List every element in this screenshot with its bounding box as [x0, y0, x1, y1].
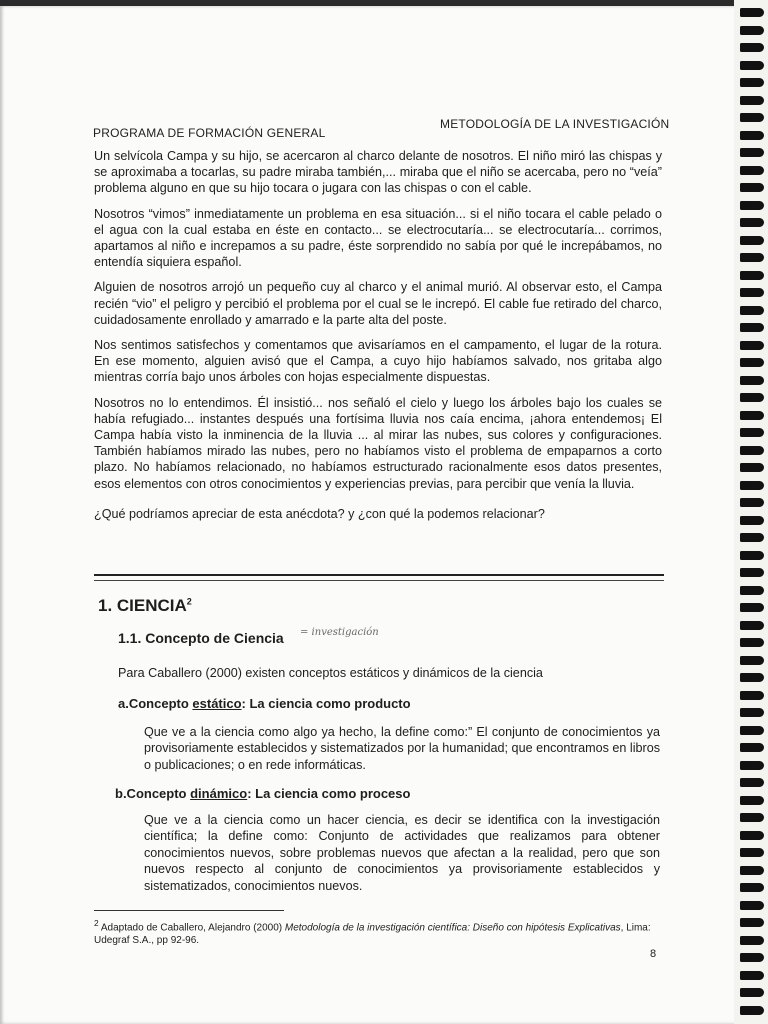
spiral-coil	[740, 988, 764, 997]
header-course: METODOLOGÍA DE LA INVESTIGACIÓN	[440, 117, 670, 131]
spiral-coil	[740, 761, 764, 770]
static-concept-text: Que ve a la ciencia como algo ya hecho, la define como:” El conjunto de conocimientos ya provisoriamente establecidos y sistematizados por la humanidad; que encontramos en libros o publicaciones; o en rede informáticas.	[144, 725, 660, 772]
static-concept-heading	[118, 696, 411, 711]
heading-suffix: : La ciencia como producto	[241, 696, 411, 711]
spiral-coil	[740, 61, 764, 70]
paragraph: Nosotros “vimos” inmediatamente un problema en esa situación... si el niño tocara el cable pelado o el agua con la cual estaba en éste en contacto... se electrocutaría... se electrocutaría... corrimos, apartamos al niño e increpamos a su padre, éste sorprendido no sabía por qué le increpábamos, no entendía siquiera español.	[94, 206, 662, 270]
spiral-coil	[740, 638, 764, 647]
spiral-coil	[740, 288, 764, 297]
page-number: 8	[650, 948, 657, 960]
spiral-coil	[740, 428, 764, 437]
section-title-text: 1. CIENCIA	[98, 596, 187, 615]
spiral-coil	[740, 131, 764, 140]
spiral-coil	[740, 533, 764, 542]
spiral-coil	[740, 813, 764, 822]
paragraph: Nos sentimos satisfechos y comentamos que avisaríamos en el campamento, el lugar de la rotura. En ese momento, alguien avisó que el Campa, a cuyo hijo habíamos salvado, nos gritaba algo mientras corría bajo unos árboles con hojas especialmente dispuestas.	[94, 338, 662, 385]
spiral-coil	[740, 936, 764, 945]
paragraph: Nosotros no lo entendimos. Él insistió... nos señaló el cielo y luego los árboles bajo los cuales se había refugiado... instantes después una fortísima lluvia nos caía encima, ¡ahora entendemos¡ El Campa había visto la inminencia de la lluvia ... al mirar las nubes, sus colores y configuraciones. También habíamos mirado las nubes, pero no habíamos visto el problema de empaparnos a corto plazo. No habíamos relacionado, no habíamos estructurado racionalmente esos datos presentes, esos elementos con otros conocimientos y experiencias previas, para percibir que venía la lluvia.	[94, 395, 662, 491]
spiral-coil	[740, 971, 764, 980]
section-title	[98, 596, 192, 616]
heading-prefix: a.Concepto	[118, 696, 193, 711]
spiral-coil	[740, 78, 764, 87]
spiral-coil	[740, 551, 764, 560]
heading-prefix: b.Concepto	[115, 786, 191, 801]
heading-underlined: estático	[192, 696, 242, 711]
spiral-binding	[734, 0, 768, 1024]
spiral-coil	[740, 796, 764, 805]
spiral-coil	[740, 726, 764, 735]
spiral-coil	[740, 148, 764, 157]
spiral-coil	[740, 166, 764, 175]
spiral-coil	[740, 306, 764, 315]
heading-suffix: : La ciencia como proceso	[247, 786, 411, 801]
spiral-coil	[740, 621, 764, 630]
spiral-coil	[740, 271, 764, 280]
spiral-coil	[740, 26, 764, 35]
dynamic-concept-heading	[115, 786, 410, 801]
spiral-coil	[740, 323, 764, 332]
spiral-coil	[740, 43, 764, 52]
spiral-coil	[740, 376, 764, 385]
spiral-coil	[740, 358, 764, 367]
spiral-coil	[740, 603, 764, 612]
spiral-coil	[740, 516, 764, 525]
spiral-coil	[740, 1006, 764, 1015]
spiral-coil	[740, 463, 764, 472]
header-program: PROGRAMA DE FORMACIÓN GENERAL	[93, 126, 326, 140]
spiral-coil	[740, 236, 764, 245]
dynamic-concept-text: Que ve a la ciencia como un hacer ciencia, es decir se identifica con la investigación científica; la define como: Conjunto de actividades que realizamos para obtener conocimientos nuevos, sobre problemas nuevos que afectan a la realidad, pero que son nuevos respecto al conjunto de conocimientos ya provisoriamente establecidos y sistematizados, conocimientos nuevos.	[144, 813, 660, 893]
section-divider	[94, 574, 664, 576]
spiral-coil	[740, 568, 764, 577]
paragraph: Un selvícola Campa y su hijo, se acercaron al charco delante de nosotros. El niño miró las chispas y se aproximaba a tocarlas, su padre miraba también,... miraba que el niño se acercaba, pero no “veía” problema alguno en que su hijo tocara o jugara con las chispas o con el cable.	[94, 149, 662, 196]
spiral-coil	[740, 953, 764, 962]
footnote	[94, 917, 664, 947]
question-paragraph: ¿Qué podríamos apreciar de esta anécdota? y ¿con qué la podemos relacionar?	[94, 506, 545, 521]
spiral-coil	[740, 866, 764, 875]
spiral-coil	[740, 586, 764, 595]
footnote-ref: 2	[186, 596, 192, 607]
intro-text: Para Caballero (2000) existen conceptos estáticos y dinámicos de la ciencia	[118, 666, 543, 680]
spiral-coil	[740, 446, 764, 455]
spiral-coil	[740, 411, 764, 420]
anecdote-text	[94, 148, 662, 531]
spiral-coil	[740, 393, 764, 402]
paragraph: Alguien de nosotros arrojó un pequeño cuy al charco y el animal murió. Al observar esto, el Campa recién “vio” el peligro y percibió el problema por el cual se le increpó. El cable fue retirado del charco, cuidadosamente enrollado y amarrado e la parte alta del poste.	[94, 280, 662, 327]
footnote-title: Metodología de la investigación científica: Diseño con hipótesis Explicativas	[284, 922, 621, 934]
spiral-coil	[740, 673, 764, 682]
footnote-text: Adaptado de Caballero, Alejandro (2000)	[98, 922, 285, 934]
spiral-coil	[740, 218, 764, 227]
spiral-coil	[740, 883, 764, 892]
spiral-coil	[740, 656, 764, 665]
spiral-coil	[740, 183, 764, 192]
spiral-coil	[740, 113, 764, 122]
spiral-coil	[740, 481, 764, 490]
spiral-coil	[740, 96, 764, 105]
spiral-coil	[740, 498, 764, 507]
handwritten-note: = investigación	[300, 627, 379, 638]
spiral-coil	[740, 8, 764, 17]
footnote-separator	[94, 910, 284, 911]
document-page	[0, 6, 740, 1024]
subsection-title: 1.1. Concepto de Ciencia	[118, 630, 284, 646]
spiral-coil	[740, 341, 764, 350]
spiral-coil	[740, 918, 764, 927]
spiral-coil	[740, 778, 764, 787]
spiral-coil	[740, 831, 764, 840]
footnote-number: 2	[94, 918, 99, 928]
spiral-coil	[740, 691, 764, 700]
spiral-coil	[740, 253, 764, 262]
footnote-publisher: , Lima: Udegraf S.A., pp 92-96.	[94, 922, 651, 947]
heading-underlined: dinámico	[190, 786, 248, 801]
spiral-coil	[740, 848, 764, 857]
spiral-coil	[740, 743, 764, 752]
spiral-coil	[740, 708, 764, 717]
spiral-coil	[740, 901, 764, 910]
section-divider-thin	[94, 580, 664, 581]
spiral-coil	[740, 201, 764, 210]
